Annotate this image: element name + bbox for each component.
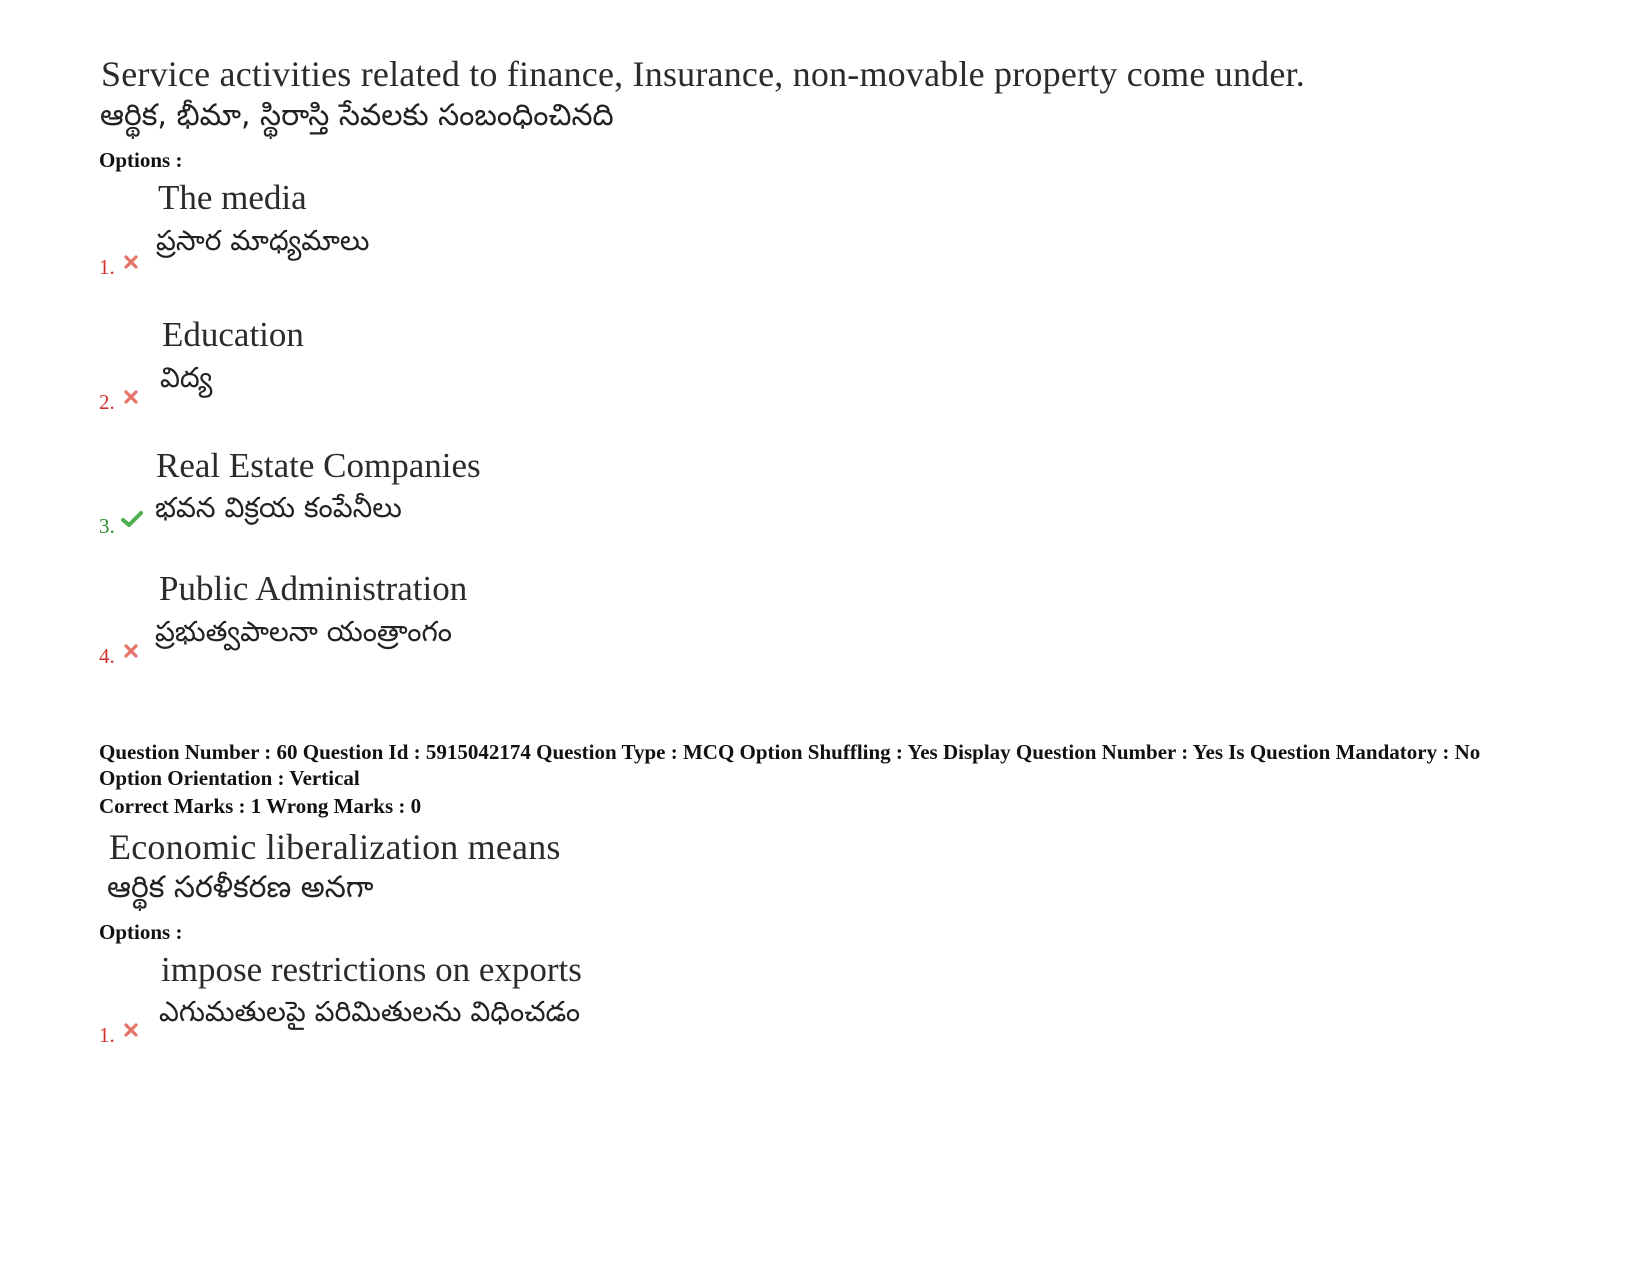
option-1-number: 1. bbox=[99, 255, 115, 279]
options-label: Options : bbox=[99, 920, 183, 944]
question-text-en: Service activities related to finance, Insurance, non-movable property come under. bbox=[101, 54, 1305, 94]
options-label: Options : bbox=[99, 148, 183, 172]
question-text-en: Economic liberalization means bbox=[109, 827, 561, 867]
option-3-number: 3. bbox=[99, 514, 115, 538]
check-icon bbox=[121, 510, 143, 528]
option-2-text-te: విద్య bbox=[160, 361, 213, 394]
question-text-te: ఆర్థిక సరళీకరణ అనగా bbox=[107, 870, 374, 905]
marks-line: Correct Marks : 1 Wrong Marks : 0 bbox=[99, 794, 422, 818]
option-1-text-te: ప్రసార మాధ్యమాలు bbox=[156, 224, 370, 257]
option-3-text-te: భవన విక్రయ కంపేనీలు bbox=[155, 491, 402, 524]
option-4-number: 4. bbox=[99, 644, 115, 668]
cross-icon bbox=[124, 1023, 138, 1037]
option-1-text-en: The media bbox=[158, 178, 307, 217]
cross-icon bbox=[124, 390, 138, 404]
cross-icon bbox=[124, 255, 138, 269]
option-4-text-te: ప్రభుత్వపాలనా యంత్రాంగం bbox=[155, 615, 452, 648]
option-2-number: 2. bbox=[99, 390, 115, 414]
question-text-te: ఆర్థిక, భీమా, స్థిరాస్తి సేవలకు సంబంధించినది bbox=[100, 98, 614, 133]
option-2-text-en: Education bbox=[162, 315, 304, 354]
cross-icon bbox=[124, 644, 138, 658]
option-3-text-en: Real Estate Companies bbox=[156, 446, 481, 485]
question-meta: Question Number : 60 Question Id : 5915042174 Question Type : MCQ Option Shuffling : Yes Display Question Number : Yes Is Question Mandatory : No Option Orientation : Vertical bbox=[99, 740, 1481, 790]
option-1-text-te: ఎగుమతులపై పరిమితులను విధించడం bbox=[159, 995, 581, 1028]
option-1-number: 1. bbox=[99, 1023, 115, 1047]
option-4-text-en: Public Administration bbox=[159, 569, 468, 608]
option-1-text-en: impose restrictions on exports bbox=[161, 950, 582, 989]
